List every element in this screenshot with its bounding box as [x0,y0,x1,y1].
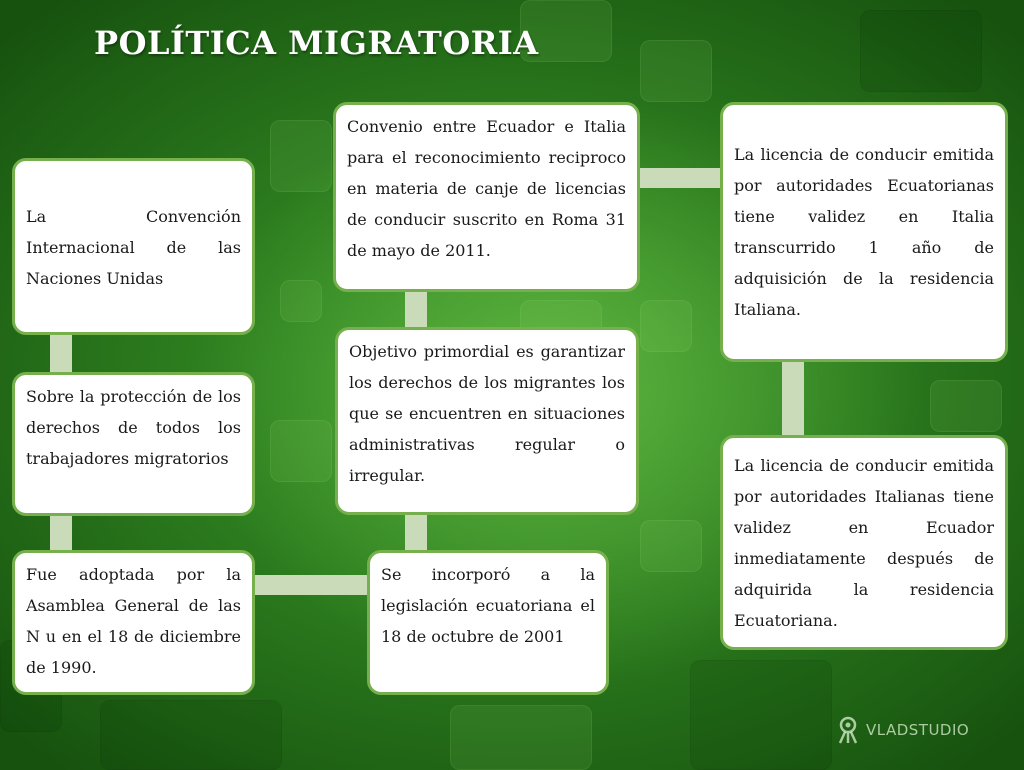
vladstudio-watermark [836,716,969,744]
connector [782,358,804,438]
node-proteccion: Sobre la protección de los derechos de todos los trabajadores migratorios [12,372,255,516]
background-square [640,520,702,572]
background-square [100,700,282,770]
vladstudio-logo-text: VLADSTUDIO [866,721,970,739]
node-incorporo: Se incorporó a la legislación ecuatoriana el 18 de octubre de 2001 [367,550,609,695]
node-convencion: La Convención Internacional de las Naciones Unidas [12,158,255,335]
node-licencia-ecuatoriana: La licencia de conducir emitida por autoridades Ecuatorianas tiene validez en Italia transcurrido 1 año de adquisición de la residencia Italiana. [720,102,1008,362]
background-square [640,300,692,352]
background-square [690,660,832,770]
connector [405,288,427,332]
connector [250,575,372,595]
background-square [450,705,592,770]
background-square [640,40,712,102]
connector [50,512,72,554]
connector [50,330,72,376]
node-licencia-italiana: La licencia de conducir emitida por autoridades Italianas tiene validez en Ecuador inmediatamente después de adquirida la residencia Ecuatoriana. [720,435,1008,650]
background-square [860,10,982,92]
vladstudio-logo-icon [836,716,860,744]
connector [405,512,427,554]
node-adoptada: Fue adoptada por la Asamblea General de las N u en el 18 de diciembre de 1990. [12,550,255,695]
page-title: POLÍTICA MIGRATORIA [94,24,539,62]
background-square [270,120,332,192]
background-square [930,380,1002,432]
node-convenio: Convenio entre Ecuador e Italia para el reconocimiento reciproco en materia de canje de licencias de conducir suscrito en Roma 31 de mayo de 2011. [333,102,640,292]
node-objetivo: Objetivo primordial es garantizar los derechos de los migrantes los que se encuentren en situaciones administrativas regular o irregular. [335,327,639,515]
background-square [280,280,322,322]
connector [638,168,724,188]
background-square [270,420,332,482]
